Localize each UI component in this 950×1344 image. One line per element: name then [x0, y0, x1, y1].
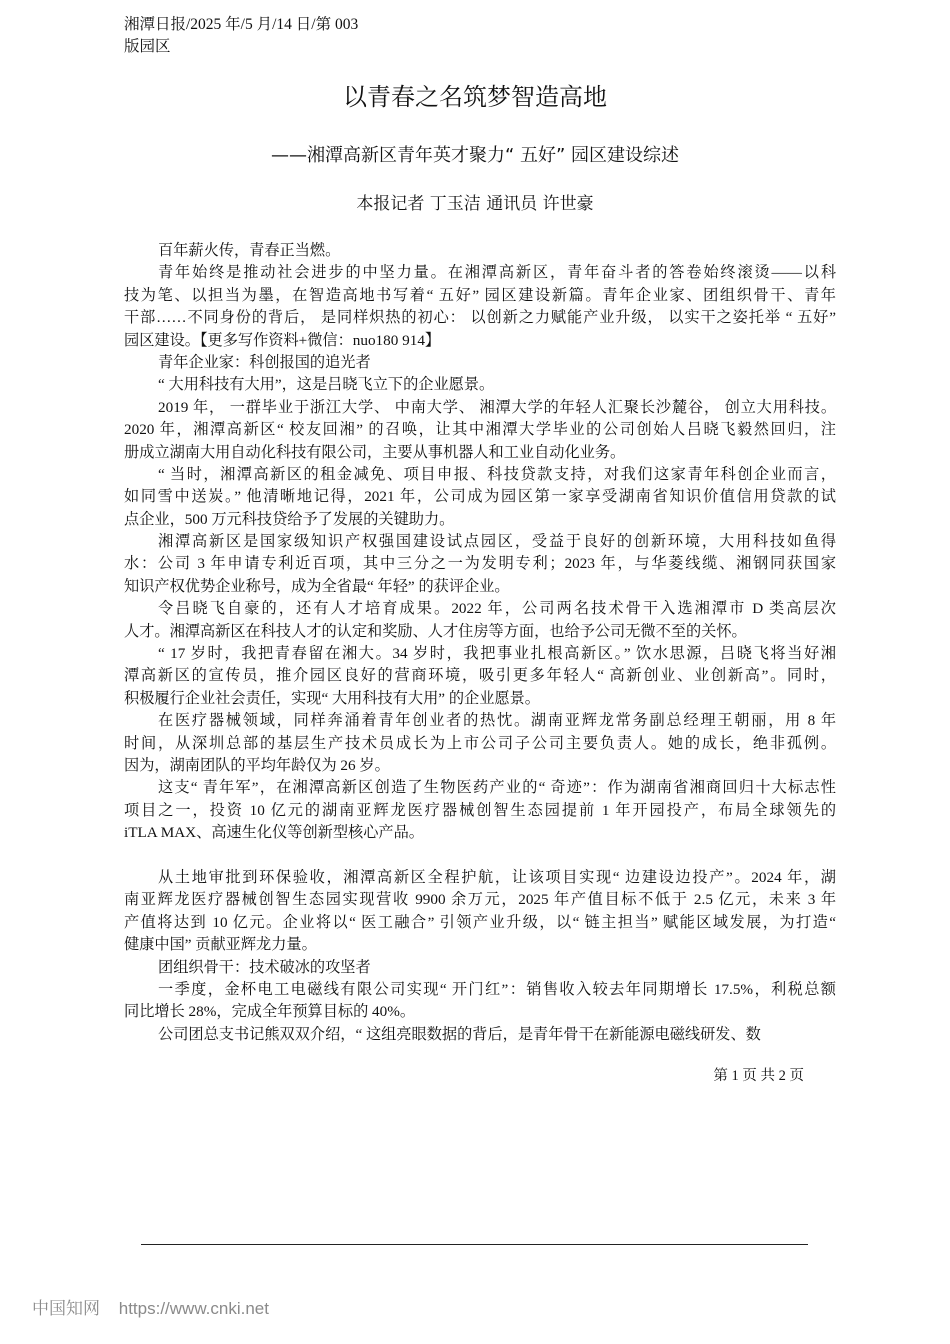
text-line: 水：公司 3 年申请专利近百项，其中三分之一为发明专利；2023 年，与华菱线缆、湘钢同获国家 — [124, 555, 836, 573]
paragraph — [124, 957, 836, 979]
paragraph-gap — [124, 845, 836, 867]
source-header — [124, 14, 358, 58]
text-line: iTLA MAX、高速生化仪等创新型核心产品。 — [124, 824, 424, 842]
text-line: 干部……不同身份的背后， 是同样炽热的初心： 以创新之力赋能产业升级， 以实干之姿托举 “ 五好” — [124, 309, 836, 327]
source-line-1: 湘潭日报/2025 年/5 月/14 日/第 003 — [124, 16, 359, 33]
paragraph — [124, 531, 836, 598]
text-line: 园区建设。【更多写作资料+微信：nuo180 914】 — [124, 331, 441, 349]
page-number: 第 1 页 共 2 页 — [713, 1068, 804, 1084]
text-line: 健康中国” 贡献亚辉龙力量。 — [124, 936, 317, 954]
paragraph — [124, 464, 836, 531]
text-line: 团组织骨干：技术破冰的攻坚者 — [158, 958, 371, 976]
text-line: 百年薪火传，青春正当燃。 — [158, 242, 341, 259]
text-line: 在医疗器械领域，同样奔涌着青年创业者的热忱。湖南亚辉龙常务副总经理王朝丽，用 8 年 — [158, 712, 836, 730]
text-line: 一季度，金杯电工电磁线有限公司实现“ 开门红”：销售收入较去年同期增长 17.5%，利税总额 — [158, 980, 836, 998]
text-line: 因为，湖南团队的平均年龄仅为 26 岁。 — [124, 756, 390, 774]
paragraph — [124, 979, 836, 1024]
cnki-logo: 中国知网 — [32, 1299, 100, 1318]
text-line: 如同雪中送炭。” 他清晰地记得，2021 年，公司成为园区第一家享受湖南省知识价值信用贷款的试 — [124, 488, 836, 506]
article-title: 以青春之名筑梦智造高地 — [343, 83, 607, 111]
paragraph — [124, 262, 836, 352]
text-line: 令吕晓飞自豪的，还有人才培育成果。2022 年，公司两名技术骨干入选湘潭市 D 类高层次 — [158, 600, 836, 618]
paragraph — [124, 777, 836, 844]
paragraph — [124, 643, 836, 710]
footer — [32, 1294, 269, 1319]
cnki-url-link[interactable]: https://www.cnki.net — [118, 1299, 269, 1318]
paragraph — [124, 710, 836, 777]
paragraph — [124, 374, 836, 396]
text-line: 这支“ 青年军”，在湘潭高新区创造了生物医药产业的“ 奇迹”：作为湖南省湘商回归十大标志性 — [158, 779, 836, 797]
text-line: 知识产权优势企业称号，成为全省最“ 年轻” 的获评企业。 — [124, 577, 510, 595]
text-line: 项目之一，投资 10 亿元的湖南亚辉龙医疗器械创智生态园提前 1 年开园投产，布局全球领先的 — [124, 801, 836, 819]
text-line: 湘潭高新区是国家级知识产权强国建设试点园区，受益于良好的创新环境，大用科技如鱼得 — [158, 533, 836, 551]
paragraph — [124, 867, 836, 957]
text-line: 潭高新区的宣传员，推介园区良好的营商环境，吸引更多年轻人“ 高新创业、业创新高”。同时， — [124, 667, 836, 685]
text-line: 南亚辉龙医疗器械创智生态园实现营收 9900 余万元，2025 年产值目标不低于 2.5 亿元，未来 3 年 — [124, 891, 836, 909]
source-line-2: 版园区 — [124, 38, 171, 55]
article-subtitle: ——湘潭高新区青年英才聚力“ 五好” 园区建设综述 — [270, 145, 680, 166]
text-line: 青年始终是推动社会进步的中坚力量。在湘潭高新区，青年奋斗者的答卷始终滚烫——以科 — [158, 264, 836, 282]
text-line: 册成立湖南大用自动化科技有限公司，主要从事机器人和工业自动化业务。 — [124, 443, 626, 461]
text-line: 产值将达到 10 亿元。企业将以“ 医工融合” 引领产业升级，以“ 链主担当” 赋能区域发展，为打造“ — [124, 913, 836, 931]
text-line: 点企业，500 万元科技贷给予了发展的关键助力。 — [124, 510, 455, 528]
text-line: 2020 年，湘潭高新区“ 校友回湘” 的召唤，让其中湘潭大学毕业的公司创始人吕晓飞毅然回归，注 — [124, 421, 836, 439]
paragraph — [124, 397, 836, 464]
paragraph — [124, 1024, 836, 1046]
text-line: 公司团总支书记熊双双介绍，“ 这组亮眼数据的背后，是青年骨干在新能源电磁线研发、数 — [158, 1025, 761, 1043]
text-line: 青年企业家：科创报国的追光者 — [158, 353, 371, 371]
article-body — [124, 240, 836, 1046]
paragraph — [124, 240, 836, 262]
text-line: 时间，从深圳总部的基层生产技术员成长为上市公司子公司主要负责人。她的成长，绝非孤例。 — [124, 734, 836, 752]
text-line: 同比增长 28%，完成全年预算目标的 40%。 — [124, 1003, 416, 1021]
article-byline: 本报记者 丁玉洁 通讯员 许世豪 — [356, 194, 594, 214]
text-line: “ 当时，湘潭高新区的租金减免、项目申报、科技贷款支持，对我们这家青年科创企业而言， — [158, 465, 836, 483]
text-line: 技为笔、以担当为墨，在智造高地书写着“ 五好” 园区建设新篇。青年企业家、团组织骨干、青年 — [124, 286, 836, 304]
paragraph — [124, 598, 836, 643]
text-line: 从土地审批到环保验收，湘潭高新区全程护航，让该项目实现“ 边建设边投产”。2024 年，湖 — [158, 868, 836, 886]
footer-divider — [141, 1244, 808, 1245]
text-line: “ 大用科技有大用”，这是吕晓飞立下的企业愿景。 — [158, 376, 495, 394]
text-line: 2019 年， 一群毕业于浙江大学、 中南大学、 湘潭大学的年轻人汇聚长沙麓谷， 创立大用科技。 — [158, 398, 836, 416]
text-line: “ 17 岁时，我把青春留在湘大。34 岁时，我把事业扎根高新区。” 饮水思源，吕晓飞将当好湘 — [158, 645, 836, 663]
paragraph — [124, 352, 836, 374]
text-line: 人才。湘潭高新区在科技人才的认定和奖励、人才住房等方面，也给予公司无微不至的关怀。 — [124, 622, 747, 640]
text-line: 积极履行企业社会责任，实现“ 大用科技有大用” 的企业愿景。 — [124, 689, 540, 707]
